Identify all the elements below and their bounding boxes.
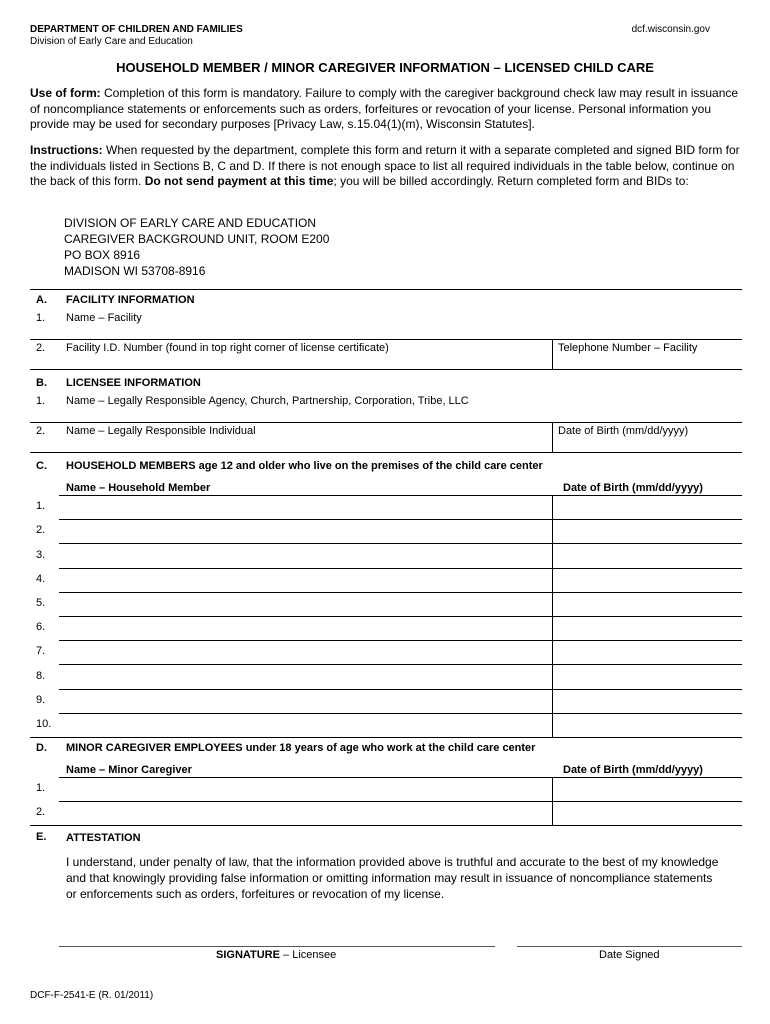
division-name: Division of Early Care and Education	[30, 36, 193, 47]
name-entry-field[interactable]	[60, 569, 551, 591]
minor-dob-column-header: Date of Birth (mm/dd/yyyy)	[563, 764, 703, 776]
row-number: 2.	[36, 806, 46, 818]
facility-name-label[interactable]: Name – Facility	[66, 312, 142, 324]
dob-entry-field[interactable]	[554, 520, 741, 542]
row-number: 1.	[36, 395, 46, 407]
section-c-letter: C.	[36, 460, 47, 472]
section-a-letter: A.	[36, 294, 47, 306]
row-number: 4.	[36, 572, 46, 585]
individual-dob-label[interactable]: Date of Birth (mm/dd/yyyy)	[558, 425, 689, 437]
use-of-form-paragraph	[30, 86, 740, 133]
date-signed-line[interactable]	[517, 946, 742, 947]
name-entry-field[interactable]	[60, 690, 551, 712]
website-url: dcf.wisconsin.gov	[631, 24, 710, 35]
form-title: HOUSEHOLD MEMBER / MINOR CAREGIVER INFORMATION – LICENSED CHILD CARE	[116, 60, 654, 75]
address-line: PO BOX 8916	[64, 248, 141, 262]
instructions-paragraph	[30, 143, 740, 190]
household-dob-column-header: Date of Birth (mm/dd/yyyy)	[563, 482, 703, 494]
section-e-letter: E.	[36, 831, 47, 843]
use-of-form-label: Use of form:	[30, 86, 101, 100]
date-signed-label: Date Signed	[599, 949, 660, 961]
section-c-title: HOUSEHOLD MEMBERS age 12 and older who live on the premises of the child care center	[66, 460, 543, 472]
row-number: 6.	[36, 621, 46, 634]
section-b-title: LICENSEE INFORMATION	[66, 377, 201, 389]
mailing-address	[64, 215, 329, 279]
row-divider	[30, 422, 742, 423]
dob-entry-field[interactable]	[554, 544, 741, 566]
use-of-form-text: Completion of this form is mandatory. Failure to comply with the caregiver background check law may result in issuance of noncompliance statements or enforcements such as orders, forfeitures or revocation of your license. Personal information you provide may be used for secondary purposes [Privacy Law, s.15.04(1)(m), Wisconsin Statutes].	[30, 86, 739, 131]
section-d-title: MINOR CAREGIVER EMPLOYEES under 18 years of age who work at the child care center	[66, 742, 536, 754]
instructions-text-1: When requested by the department, complete this form and return it with a separate completed and signed BID form for the individuals listed in Sections B, C and D. If there is not enough space to list all required individuals in the table below, continue on the back of this form.	[30, 143, 740, 188]
dob-entry-field[interactable]	[554, 569, 741, 591]
row-number: 8.	[36, 669, 46, 682]
dob-entry-field[interactable]	[554, 802, 741, 824]
row-number: 5.	[36, 597, 46, 609]
column-divider	[552, 339, 553, 369]
individual-name-label[interactable]: Name – Legally Responsible Individual	[66, 425, 256, 437]
name-entry-field[interactable]	[60, 496, 551, 518]
name-entry-field[interactable]	[60, 641, 551, 663]
signature-label-rest: – Licensee	[279, 949, 337, 961]
facility-telephone-label[interactable]: Telephone Number – Facility	[558, 342, 698, 354]
signature-label	[216, 949, 336, 961]
dob-entry-field[interactable]	[554, 690, 741, 712]
section-divider	[30, 737, 742, 738]
row-number: 2.	[36, 342, 46, 354]
section-divider	[30, 825, 742, 826]
name-entry-field[interactable]	[60, 778, 551, 800]
row-number: 9.	[36, 693, 46, 706]
attestation-text: I understand, under penalty of law, that the information provided above is truthful and accurate to the best of my knowledge and that knowingly providing false information or omitting information may result in issuance of noncompliance statements or enforcements such as orders, forfeitures or revocation of my license.	[66, 855, 719, 901]
row-number: 1.	[36, 312, 46, 324]
instructions-text-2: ; you will be billed accordingly. Return completed form and BIDs to:	[333, 174, 689, 188]
name-entry-field[interactable]	[60, 593, 551, 615]
signature-label-bold: SIGNATURE	[216, 949, 280, 961]
dob-entry-field[interactable]	[554, 496, 741, 518]
dob-entry-field[interactable]	[554, 593, 741, 615]
name-entry-field[interactable]	[60, 665, 551, 687]
name-entry-field[interactable]	[60, 714, 551, 736]
row-number: 1.	[36, 782, 46, 794]
address-line: CAREGIVER BACKGROUND UNIT, ROOM E200	[64, 232, 330, 246]
address-line: DIVISION OF EARLY CARE AND EDUCATION	[64, 216, 317, 230]
row-number: 2.	[36, 524, 46, 537]
dob-entry-field[interactable]	[554, 617, 741, 639]
column-divider	[552, 422, 553, 452]
section-divider	[30, 452, 742, 453]
name-entry-field[interactable]	[60, 617, 551, 639]
instructions-bold: Do not send payment at this time	[144, 174, 334, 188]
signature-line[interactable]	[59, 946, 495, 947]
section-a-title: FACILITY INFORMATION	[66, 294, 195, 306]
department-name: DEPARTMENT OF CHILDREN AND FAMILIES	[30, 24, 243, 35]
dob-entry-field[interactable]	[554, 641, 741, 663]
section-d-letter: D.	[36, 742, 47, 754]
minor-name-column-header: Name – Minor Caregiver	[66, 764, 192, 776]
row-number: 7.	[36, 645, 46, 658]
name-entry-field[interactable]	[60, 544, 551, 566]
facility-id-label[interactable]: Facility I.D. Number (found in top right corner of license certificate)	[66, 342, 389, 354]
row-number: 3.	[36, 548, 46, 561]
row-number: 2.	[36, 425, 46, 437]
dob-entry-field[interactable]	[554, 714, 741, 736]
section-divider	[30, 289, 742, 290]
section-e-title: ATTESTATION	[66, 832, 141, 844]
row-number: 1.	[36, 500, 46, 513]
row-divider	[30, 339, 742, 340]
section-divider	[30, 369, 742, 370]
dob-entry-field[interactable]	[554, 665, 741, 687]
row-number: 10.	[36, 718, 52, 730]
name-entry-field[interactable]	[60, 520, 551, 542]
address-line: MADISON WI 53708-8916	[64, 264, 206, 278]
section-b-letter: B.	[36, 377, 47, 389]
agency-name-label[interactable]: Name – Legally Responsible Agency, Church, Partnership, Corporation, Tribe, LLC	[66, 395, 469, 407]
name-entry-field[interactable]	[60, 802, 551, 824]
dob-entry-field[interactable]	[554, 778, 741, 800]
household-name-column-header: Name – Household Member	[66, 482, 211, 494]
form-identifier: DCF-F-2541-E (R. 01/2011)	[30, 990, 154, 1001]
instructions-label: Instructions:	[30, 143, 103, 157]
